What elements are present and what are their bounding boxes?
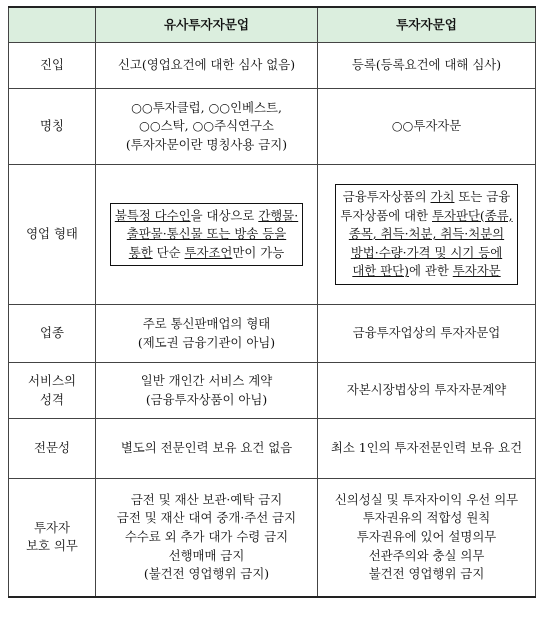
row-label-investor-protection <box>9 479 96 597</box>
cell-similar-entry <box>96 43 318 89</box>
cell-text: ○○투자클럽, ○○인베스트, <box>131 99 282 115</box>
cell-advisory-name <box>318 89 536 165</box>
cell-text: (투자자문이란 명칭사용 금지) <box>125 136 288 152</box>
header-similar-advisory: 유사투자자문업 <box>96 7 318 43</box>
cell-text: 금융투자상품의 <box>342 188 431 204</box>
cell-text: 에 관한 <box>408 263 453 279</box>
row-label-industry: 업종 <box>9 305 96 363</box>
cell-text: 주로 통신판매업의 형태 <box>142 315 271 331</box>
comparison-table <box>8 6 536 598</box>
underlined-text: 방법·수량·가격 및 시기 등에 <box>350 244 503 260</box>
row-label-expertise: 전문성 <box>9 419 96 479</box>
cell-advisory-entry <box>318 43 536 89</box>
table-row <box>9 305 536 363</box>
row-label-name: 명칭 <box>9 89 96 165</box>
cell-text: 금융투자업상의 투자자문업 <box>352 325 501 341</box>
row-label-service-nature <box>9 363 96 419</box>
cell-text: 선관주의와 충실 의무 <box>368 547 485 563</box>
cell-text: 최소 1인의 투자전문인력 보유 요건 <box>330 440 523 456</box>
table-row <box>9 89 536 165</box>
header-blank-cell <box>9 7 96 43</box>
cell-similar-service-nature <box>96 363 318 419</box>
underlined-text: 불특정 다수인 <box>114 207 191 223</box>
row-label-line: 서비스의 <box>28 372 76 388</box>
cell-text: 선행매매 금지 <box>168 547 245 563</box>
cell-text: 금전 및 재산 대여 중개·주선 금지 <box>116 510 297 526</box>
underlined-text: 대한 판단) <box>352 263 409 279</box>
header-row <box>9 7 536 43</box>
cell-text: (제도권 금융기관이 아님) <box>137 334 276 350</box>
cell-advisory-industry <box>318 305 536 363</box>
cell-text: 을 대상으로 <box>190 207 259 223</box>
underlined-text: 출판물·통신물 또는 방송 등을 <box>126 226 287 242</box>
cell-text: 단순 <box>152 244 185 260</box>
cell-text: ○○투자자문 <box>391 118 462 134</box>
cell-text: 불건전 영업행위 금지 <box>368 566 485 582</box>
cell-similar-investor-protection <box>96 479 318 597</box>
cell-text: (불건전 영업행위 금지) <box>143 566 270 582</box>
cell-similar-industry <box>96 305 318 363</box>
row-label-line: 성격 <box>40 391 64 407</box>
underlined-text: 통한 <box>128 244 153 260</box>
table-row <box>9 43 536 89</box>
cell-advisory-service-nature <box>318 363 536 419</box>
row-label-entry: 진입 <box>9 43 96 89</box>
highlight-box <box>110 203 303 267</box>
cell-text: 투자상품에 대한 <box>340 207 433 223</box>
cell-similar-expertise <box>96 419 318 479</box>
row-label-business-type: 영업 형태 <box>9 165 96 305</box>
underlined-text: 투자자문 <box>452 263 501 279</box>
cell-text: 투자권유에 있어 설명의무 <box>356 528 497 544</box>
cell-text: 별도의 전문인력 보유 요건 없음 <box>120 440 293 456</box>
cell-text: (금융투자상품이 아님) <box>145 391 268 407</box>
cell-advisory-expertise <box>318 419 536 479</box>
cell-text: 투자권유의 적합성 원칙 <box>362 510 491 526</box>
cell-similar-name <box>96 89 318 165</box>
cell-advisory-investor-protection <box>318 479 536 597</box>
cell-advisory-business-type <box>318 165 536 305</box>
table-row <box>9 419 536 479</box>
underlined-text: 가치 <box>430 188 455 204</box>
cell-text: 또는 금융 <box>454 188 511 204</box>
underlined-text: 종목, 취득·처분, 취득·처분의 <box>348 226 505 242</box>
table-row <box>9 363 536 419</box>
cell-text: ○○스탁, ○○주식연구소 <box>139 118 274 134</box>
row-label-line: 보호 의무 <box>26 538 78 554</box>
row-label-line: 투자자 <box>34 519 70 535</box>
cell-text: 일반 개인간 서비스 계약 <box>140 372 273 388</box>
cell-similar-business-type <box>96 165 318 305</box>
cell-text: 금전 및 재산 보관·예탁 금지 <box>130 491 283 507</box>
cell-text: 만이 가능 <box>232 244 285 260</box>
cell-text: 수수료 외 추가 대가 수령 금지 <box>124 528 289 544</box>
underlined-text: 투자조언 <box>184 244 233 260</box>
cell-text: 등록(등록요건에 대해 심사) <box>351 57 502 73</box>
table-row <box>9 479 536 597</box>
highlight-box <box>335 184 517 285</box>
table-row <box>9 165 536 305</box>
underlined-text: 간행물· <box>258 207 299 223</box>
cell-text: 신의성실 및 투자자이익 우선 의무 <box>334 491 519 507</box>
cell-text: 신고(영업요건에 대한 심사 없음) <box>117 57 296 73</box>
underlined-text: 투자판단(종류, <box>432 207 513 223</box>
cell-text: 자본시장법상의 투자자문계약 <box>346 382 507 398</box>
header-investment-advisory: 투자자문업 <box>318 7 536 43</box>
